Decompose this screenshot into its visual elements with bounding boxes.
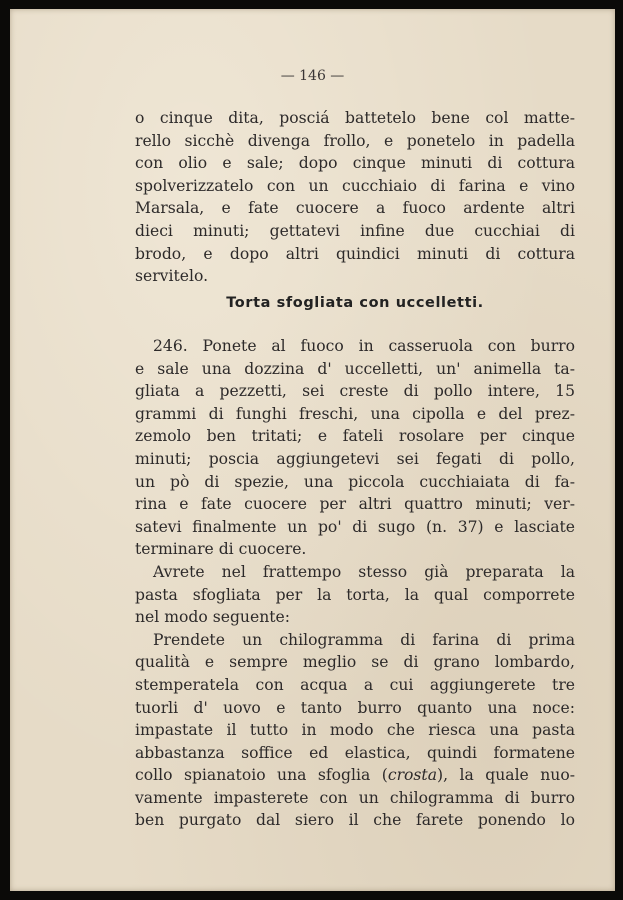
text-line: dieci minuti; gettatevi infine due cucchiai di <box>135 221 575 240</box>
text-line: zemolo ben tritati; e fateli rosolare per cinque <box>135 427 575 446</box>
text-line: minuti; poscia aggiungetevi sei fegati di pollo, <box>135 449 575 468</box>
text-line: Avrete nel frattempo stesso già preparata la <box>153 562 575 581</box>
recipe-body <box>135 335 575 832</box>
italic-word: crosta <box>387 766 437 785</box>
text-line: servitelo. <box>135 267 209 286</box>
text-line: con olio e sale; dopo cinque minuti di cottura <box>135 154 575 173</box>
recipe-heading: Torta sfogliata con uccelletti. <box>226 295 484 311</box>
text-line: satevi finalmente un po' di sugo (n. 37) e lasciate <box>135 517 575 536</box>
text-line: rello sicchè divenga frollo, e ponetelo in padella <box>135 131 575 150</box>
text-line: un pò di spezie, una piccola cucchiaiata di fa- <box>135 472 575 491</box>
text-line: abbastanza soffice ed elastica, quindi formatene <box>135 743 575 762</box>
text-line: tuorli d' uovo e tanto burro quanto una noce: <box>135 698 575 717</box>
text-line: stemperatela con acqua a cui aggiungerete tre <box>135 675 575 694</box>
text-line: vamente impasterete con un chilogramma di burro <box>135 788 575 807</box>
text-line: terminare di cuocere. <box>135 540 307 559</box>
text-line: impastate il tutto in modo che riesca una pasta <box>135 721 575 740</box>
page-number: — 146 — <box>280 68 345 84</box>
previous-recipe-paragraph <box>135 107 575 288</box>
text-line: nel modo seguente: <box>135 608 290 627</box>
text-line: gliata a pezzetti, sei creste di pollo intere, 15 <box>135 382 575 401</box>
text-line: ben purgato dal siero il che farete ponendo lo <box>135 811 575 830</box>
text-line: pasta sfogliata per la torta, la qual comporrete <box>135 585 575 604</box>
text-line: brodo, e dopo altri quindici minuti di cottura <box>135 244 575 263</box>
text-line: spolverizzatelo con un cucchiaio di farina e vino <box>135 176 575 195</box>
text-line: collo spianatoio una sfoglia (crosta), la quale nuo- <box>135 766 575 785</box>
text-line: o cinque dita, posciá battetelo bene col matte- <box>135 109 575 127</box>
text-line: rina e fate cuocere per altri quattro minuti; ver- <box>135 495 575 514</box>
text-line: grammi di funghi freschi, una cipolla e del prez- <box>135 404 575 423</box>
text-line: Marsala, e fate cuocere a fuoco ardente altri <box>135 199 575 218</box>
text-line: Prendete un chilogramma di farina di prima <box>153 630 575 649</box>
text-line: 246. Ponete al fuoco in casseruola con burro <box>153 337 575 355</box>
text-line: e sale una dozzina d' uccelletti, un' animella ta- <box>135 359 575 378</box>
book-page <box>10 9 615 891</box>
text-line: qualità e sempre meglio se di grano lombardo, <box>135 653 575 672</box>
